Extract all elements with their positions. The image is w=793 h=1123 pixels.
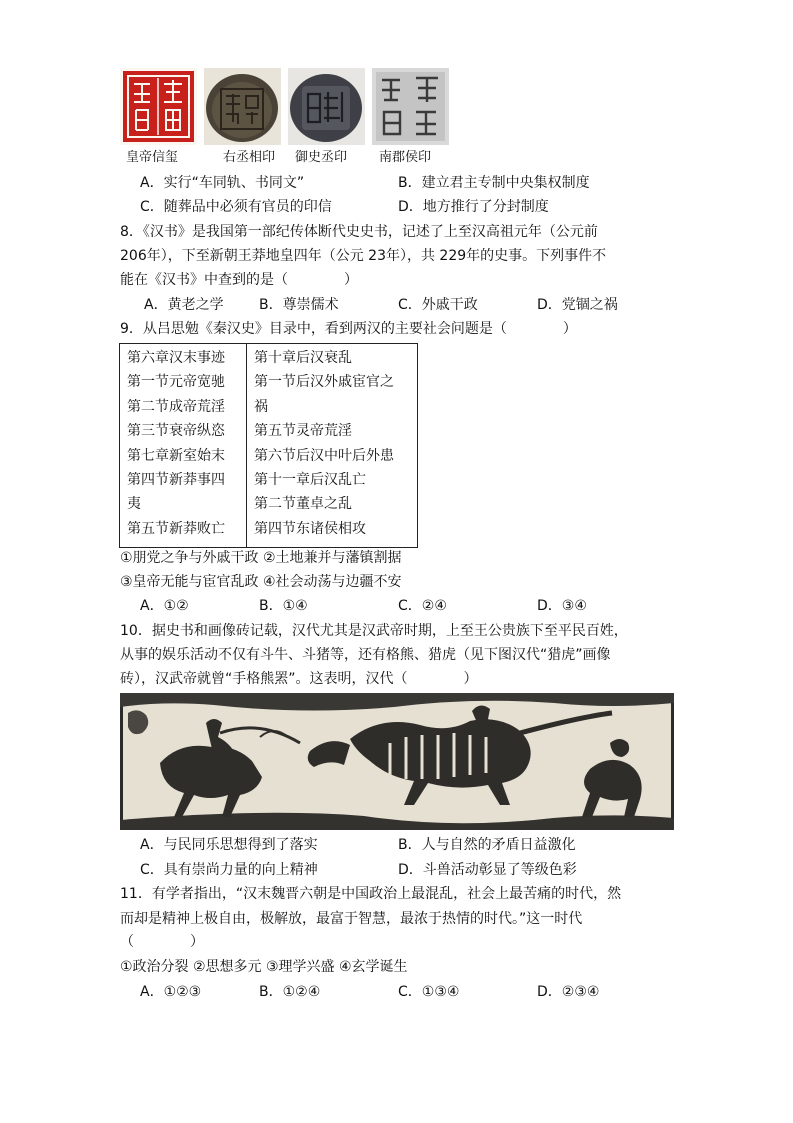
q10-stem-line-1: 10．据史书和画像砖记载，汉代尤其是汉武帝时期，上至王公贵族下至平民百姓， [120,623,628,639]
toc-left-line: 第三节衰帝纵恣 [127,423,225,440]
q7-option-c: C．随葬品中必须有官员的印信 [140,199,332,215]
q10-option-a: A．与民同乐思想得到了落实 [140,837,318,853]
tiger-hunt-brick-image [120,693,674,830]
q11-items: ①政治分裂 ②思想多元 ③理学兴盛 ④玄学诞生 [120,959,408,975]
q11-stem-line-3: （ ） [120,934,204,950]
q8-option-a: A．黄老之学 [144,297,224,313]
seal-image-you-chengxiang-yin [204,68,281,145]
toc-right-line: 第五节灵帝荒淫 [254,423,352,440]
q8-option-b: B．尊崇儒术 [259,297,339,313]
q11-option-a: A．①②③ [140,984,202,1000]
q7-option-b: B．建立君主专制中央集权制度 [398,175,590,191]
toc-left-line: 第七章新室始末 [127,447,225,464]
q11-stem-line-2: 而却是精神上极自由，极解放，最富于智慧，最浓于热情的时代。”这一时代 [120,911,583,927]
q11-stem-line-1: 11．有学者指出，“汉末魏晋六朝是中国政治上最混乱，社会上最苦痛的时代，然 [120,886,622,902]
q9-option-d: D．③④ [537,598,587,614]
seal-caption-3: 御史丞印 [295,150,348,165]
q9-contents-table [119,343,418,548]
q11-option-c: C．①③④ [398,984,460,1000]
q9-table-left-column [120,344,247,548]
q10-option-b: B．人与自然的矛盾日益激化 [398,837,576,853]
toc-right-line: 第一节后汉外戚宦官之 [254,374,394,391]
seal-image-nanjun-hou-yin [372,68,449,145]
q9-option-b: B．①④ [259,598,308,614]
toc-right-line: 第六节后汉中叶后外患 [254,447,394,464]
q10-stem-line-2: 从事的娱乐活动不仅有斗牛、斗猪等，还有格熊、猎虎（见下图汉代“猎虎”画像 [120,647,611,663]
q9-items-line-2: ③皇帝无能与宦官乱政 ④社会动荡与边疆不安 [120,574,402,590]
q10-option-c: C．具有崇尚力量的向上精神 [140,862,318,878]
seal-caption-4: 南郡侯印 [379,150,432,165]
toc-left-line: 第五节新莽败亡 [127,520,225,537]
q9-items-line-1: ①朋党之争与外戚干政 ②土地兼并与藩镇割据 [120,550,402,566]
toc-right-line: 第四节东诸侯相攻 [254,520,366,537]
toc-left-line: 第二节成帝荒淫 [127,398,225,415]
q9-stem: 9．从吕思勉《秦汉史》目录中，看到两汉的主要社会问题是（ ） [120,321,577,337]
q8-option-c: C．外戚干政 [398,297,478,313]
toc-left-line: 第四节新莽事四 [127,472,225,489]
toc-left-line: 第六章汉末事迹 [127,350,225,366]
q9-table-right-column [247,344,418,548]
seal-image-huangdi-xinxi [120,68,197,145]
q7-option-d: D．地方推行了分封制度 [398,199,549,215]
q10-option-d: D．斗兽活动彰显了等级色彩 [398,862,577,878]
q11-option-d: D．②③④ [537,984,600,1000]
q8-stem-line-3: 能在《汉书》中查到的是（ ） [120,272,358,288]
toc-right-line: 第二节董卓之乱 [254,496,352,513]
toc-left-line: 夷 [127,496,141,513]
q11-option-b: B．①②④ [259,984,321,1000]
q9-option-a: A．①② [140,598,189,614]
toc-right-line: 第十章后汉衰乱 [254,350,352,366]
q10-stem-line-3: 砖），汉武帝就曾“手格熊罴”。这表明，汉代（ ） [120,671,478,687]
seal-caption-1: 皇帝信玺 [126,150,179,165]
q9-option-c: C．②④ [398,598,447,614]
q7-option-a: A．实行“车同轨、书同文” [140,175,305,191]
toc-right-line: 祸 [254,398,268,415]
q8-stem-line-2: 206年），下至新朝王莽地皇四年（公元 23年），共 229年的史事。下列事件不 [120,248,607,264]
q8-stem-line-1: 8．《汉书》是我国第一部纪传体断代史史书，记述了上至汉高祖元年（公元前 [120,224,598,240]
seal-image-yushi-cheng-yin [288,68,365,145]
toc-right-line: 第十一章后汉乱亡 [254,472,366,489]
seal-caption-2: 右丞相印 [223,150,276,165]
q8-option-d: D．党锢之祸 [537,297,618,313]
toc-left-line: 第一节元帝宽驰 [127,374,225,391]
